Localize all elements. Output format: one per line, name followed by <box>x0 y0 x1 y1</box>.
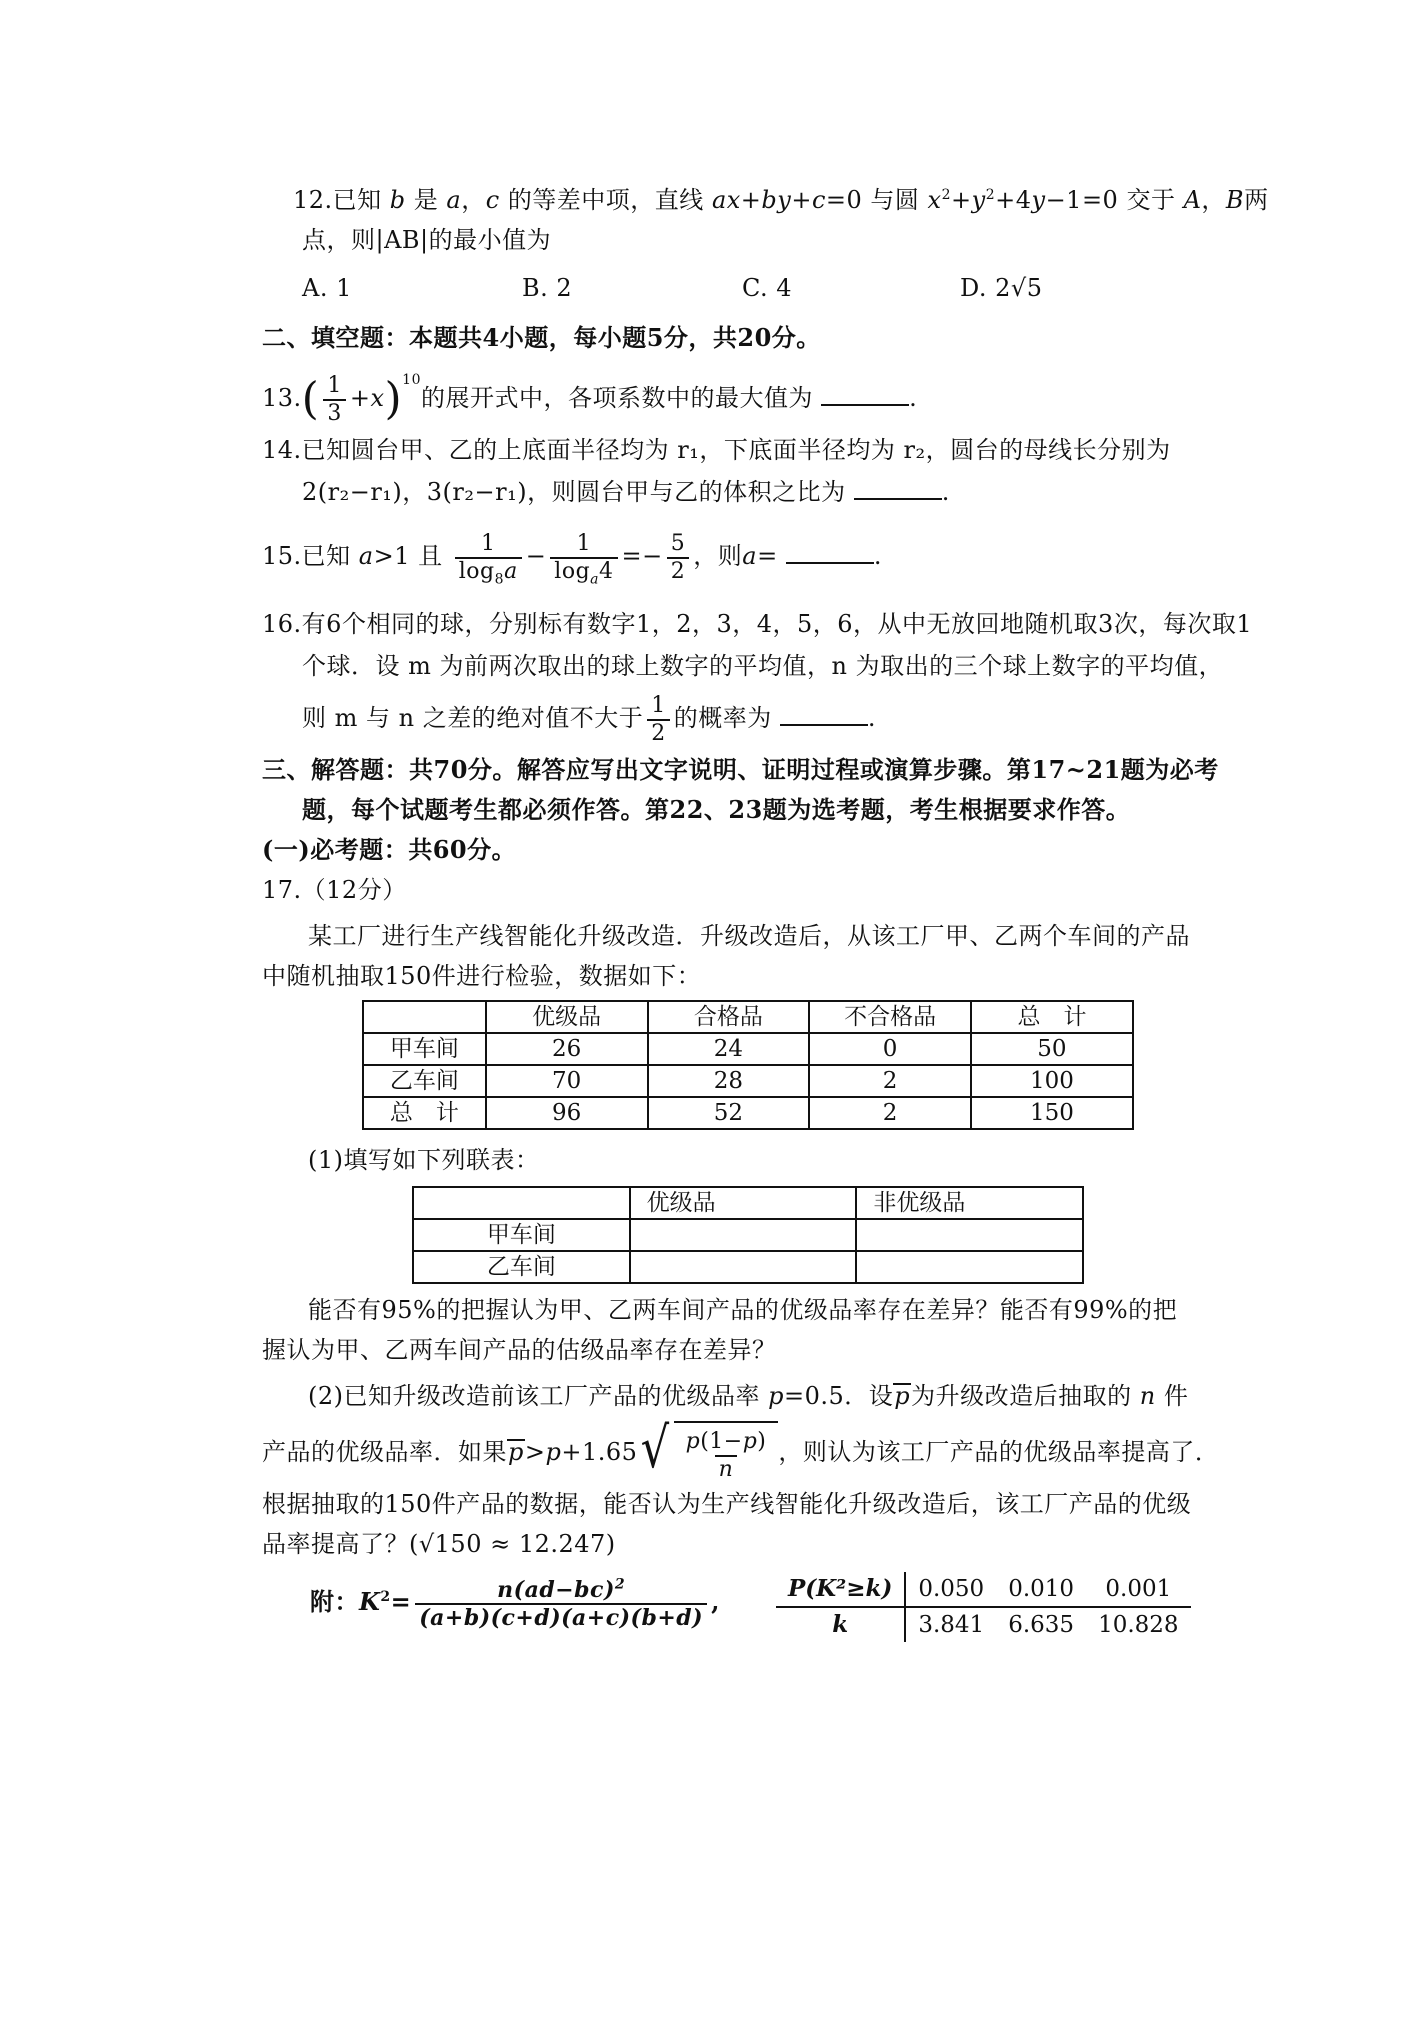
q14-line1: 14.已知圆台甲、乙的上底面半径均为 r₁，下底面半径均为 r₂，圆台的母线长分别为 <box>262 436 1171 464</box>
q13-answer-blank <box>821 384 909 406</box>
table-row: k 3.841 6.635 10.828 <box>776 1607 1191 1642</box>
q14-answer-blank <box>854 478 942 500</box>
q16-line2: 个球．设 m 为前两次取出的球上数字的平均值，n 为取出的三个球上数字的平均值， <box>302 652 1224 680</box>
q12-line1: 12.已知 b 是 a，c 的等差中项，直线 ax+by+c=0 与圆 $x^2+y^2+4y-1=0$ 交于 A，B两 <box>293 186 1269 214</box>
q17-part2-line3: 根据抽取的150件产品的数据，能否认为生产线智能化升级改造后，该工厂产品的优级 <box>262 1490 1192 1518</box>
table-row: P(K²≥k) 0.050 0.010 0.001 <box>776 1572 1191 1607</box>
q17-part2-line1: (2)已知升级改造前该工厂产品的优级品率 p=0.5．设p为升级改造后抽取的 n 件 <box>308 1382 1189 1410</box>
q12-option-c: C. 4 <box>742 274 793 302</box>
q16-line3: 则 m 与 n 之差的绝对值不大于 $\frac{1}{2}$ 的概率为 . <box>302 692 877 746</box>
table-header-row: 优级品 合格品 不合格品 总 计 <box>363 1001 1133 1033</box>
q17-appendix-formula: 附：$K^2=$ $\frac{n(ad-bc)^2}{(a+b)(c+d)(a+c)(b+d)}$ , <box>310 1576 720 1631</box>
table-row: 总 计 96 52 2 150 <box>363 1097 1133 1129</box>
q12-option-a: A. 1 <box>302 274 352 302</box>
table-row: 乙车间 <box>413 1251 1083 1283</box>
table-row: 甲车间 26 24 0 50 <box>363 1033 1133 1065</box>
q12-number: 12. <box>293 186 333 214</box>
section2-title: 二、填空题：本题共4小题，每小题5分，共20分。 <box>262 323 821 352</box>
q17-intro2: 中随机抽取150件进行检验，数据如下： <box>262 962 702 990</box>
q13: 13.( $\frac{1}{3}$ +x)$^{10}$的展开式中，各项系数中的最大值为 . <box>262 372 918 426</box>
section3-line1: 三、解答题：共70分。解答应写出文字说明、证明过程或演算步骤。第17~21题为必考 <box>262 755 1219 784</box>
q17-ask2: 握认为甲、乙两车间产品的估级品率存在差异？ <box>262 1336 777 1364</box>
q17-data-table <box>362 1000 1134 1130</box>
q17-part1: (1)填写如下列联表： <box>308 1146 540 1174</box>
q12-line2: 点，则|AB|的最小值为 <box>302 226 552 254</box>
section3-sub: (一)必考题：共60分。 <box>262 835 517 864</box>
q14-line2: 2(r₂−r₁)，3(r₂−r₁)，则圆台甲与乙的体积之比为 . <box>302 478 950 506</box>
q17-part2-line4: 品率提高了？(√150 ≈ 12.247) <box>262 1530 616 1558</box>
section3-line2: 题，每个试题考生都必须作答。第22、23题为选考题，考生根据要求作答。 <box>302 795 1131 824</box>
q17-contingency-table <box>412 1186 1084 1284</box>
q17-ask1: 能否有95%的把握认为甲、乙两车间产品的优级品率存在差异？能否有99%的把 <box>308 1296 1178 1324</box>
table-row: 甲车间 <box>413 1219 1083 1251</box>
q17-part2-line2: 产品的优级品率．如果p>p+1.65 √ $\frac{p(1-p)}{n}$ ，则认为该工厂产品的优级品率提高了． <box>262 1420 1219 1487</box>
table-row: 乙车间 70 28 2 100 <box>363 1065 1133 1097</box>
q17-critical-value-table <box>776 1572 1191 1642</box>
q17-header: 17.（12分） <box>262 876 407 904</box>
q15: 15.已知 a>1 且 $\frac{1}{\log_8a}$ − $\frac{1}{\log_a4}$ =− $\frac{5}{2}$ ，则a= . <box>262 530 882 587</box>
q16-answer-blank <box>780 704 868 726</box>
q12-option-d: D. 2√5 <box>960 274 1043 302</box>
table-header-row: 优级品 非优级品 <box>413 1187 1083 1219</box>
q16-line1: 16.有6个相同的球，分别标有数字1，2，3，4，5，6，从中无放回地随机取3次，每次取1 <box>262 610 1253 638</box>
q15-answer-blank <box>786 542 874 564</box>
q17-intro1: 某工厂进行生产线智能化升级改造．升级改造后，从该工厂甲、乙两个车间的产品 <box>308 922 1190 950</box>
q12-option-b: B. 2 <box>522 274 573 302</box>
